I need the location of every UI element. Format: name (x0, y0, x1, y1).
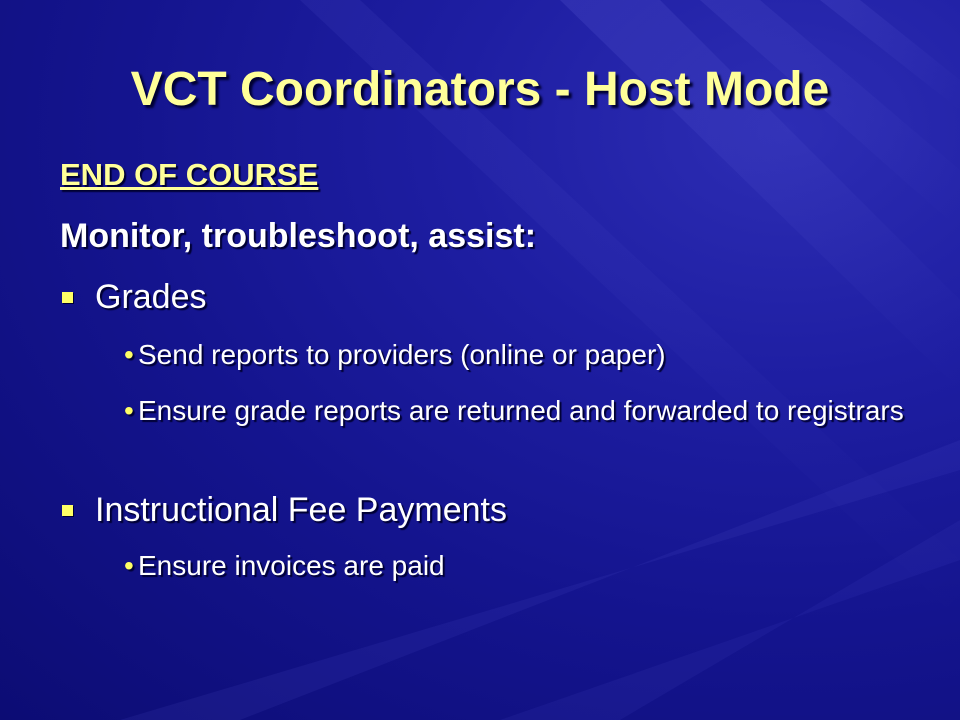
subbullet-text: Ensure grade reports are returned and forwarded to registrars (138, 395, 904, 426)
section-subheading: END OF COURSE (60, 157, 319, 192)
dot-bullet-icon: • (124, 395, 134, 426)
title-mode: Host Mode (584, 63, 830, 116)
bullet-label: Instructional Fee Payments (95, 491, 507, 529)
square-bullet-icon (62, 505, 73, 516)
subbullet-ensure-grade-reports (124, 393, 904, 429)
title-main: VCT Coordinators (130, 63, 542, 116)
square-bullet-icon (62, 292, 73, 303)
subbullet-text: Ensure invoices are paid (138, 550, 445, 581)
bullet-label: Grades (95, 278, 207, 316)
subbullet-send-reports (124, 337, 904, 373)
subbullet-text: Send reports to providers (online or paper) (138, 339, 666, 370)
title-separator: - (541, 63, 584, 116)
dot-bullet-icon: • (124, 339, 134, 370)
dot-bullet-icon: • (124, 550, 134, 581)
slide-title (0, 58, 960, 122)
lead-text: Monitor, troubleshoot, assist: (60, 217, 537, 255)
subbullet-ensure-invoices (124, 548, 904, 584)
